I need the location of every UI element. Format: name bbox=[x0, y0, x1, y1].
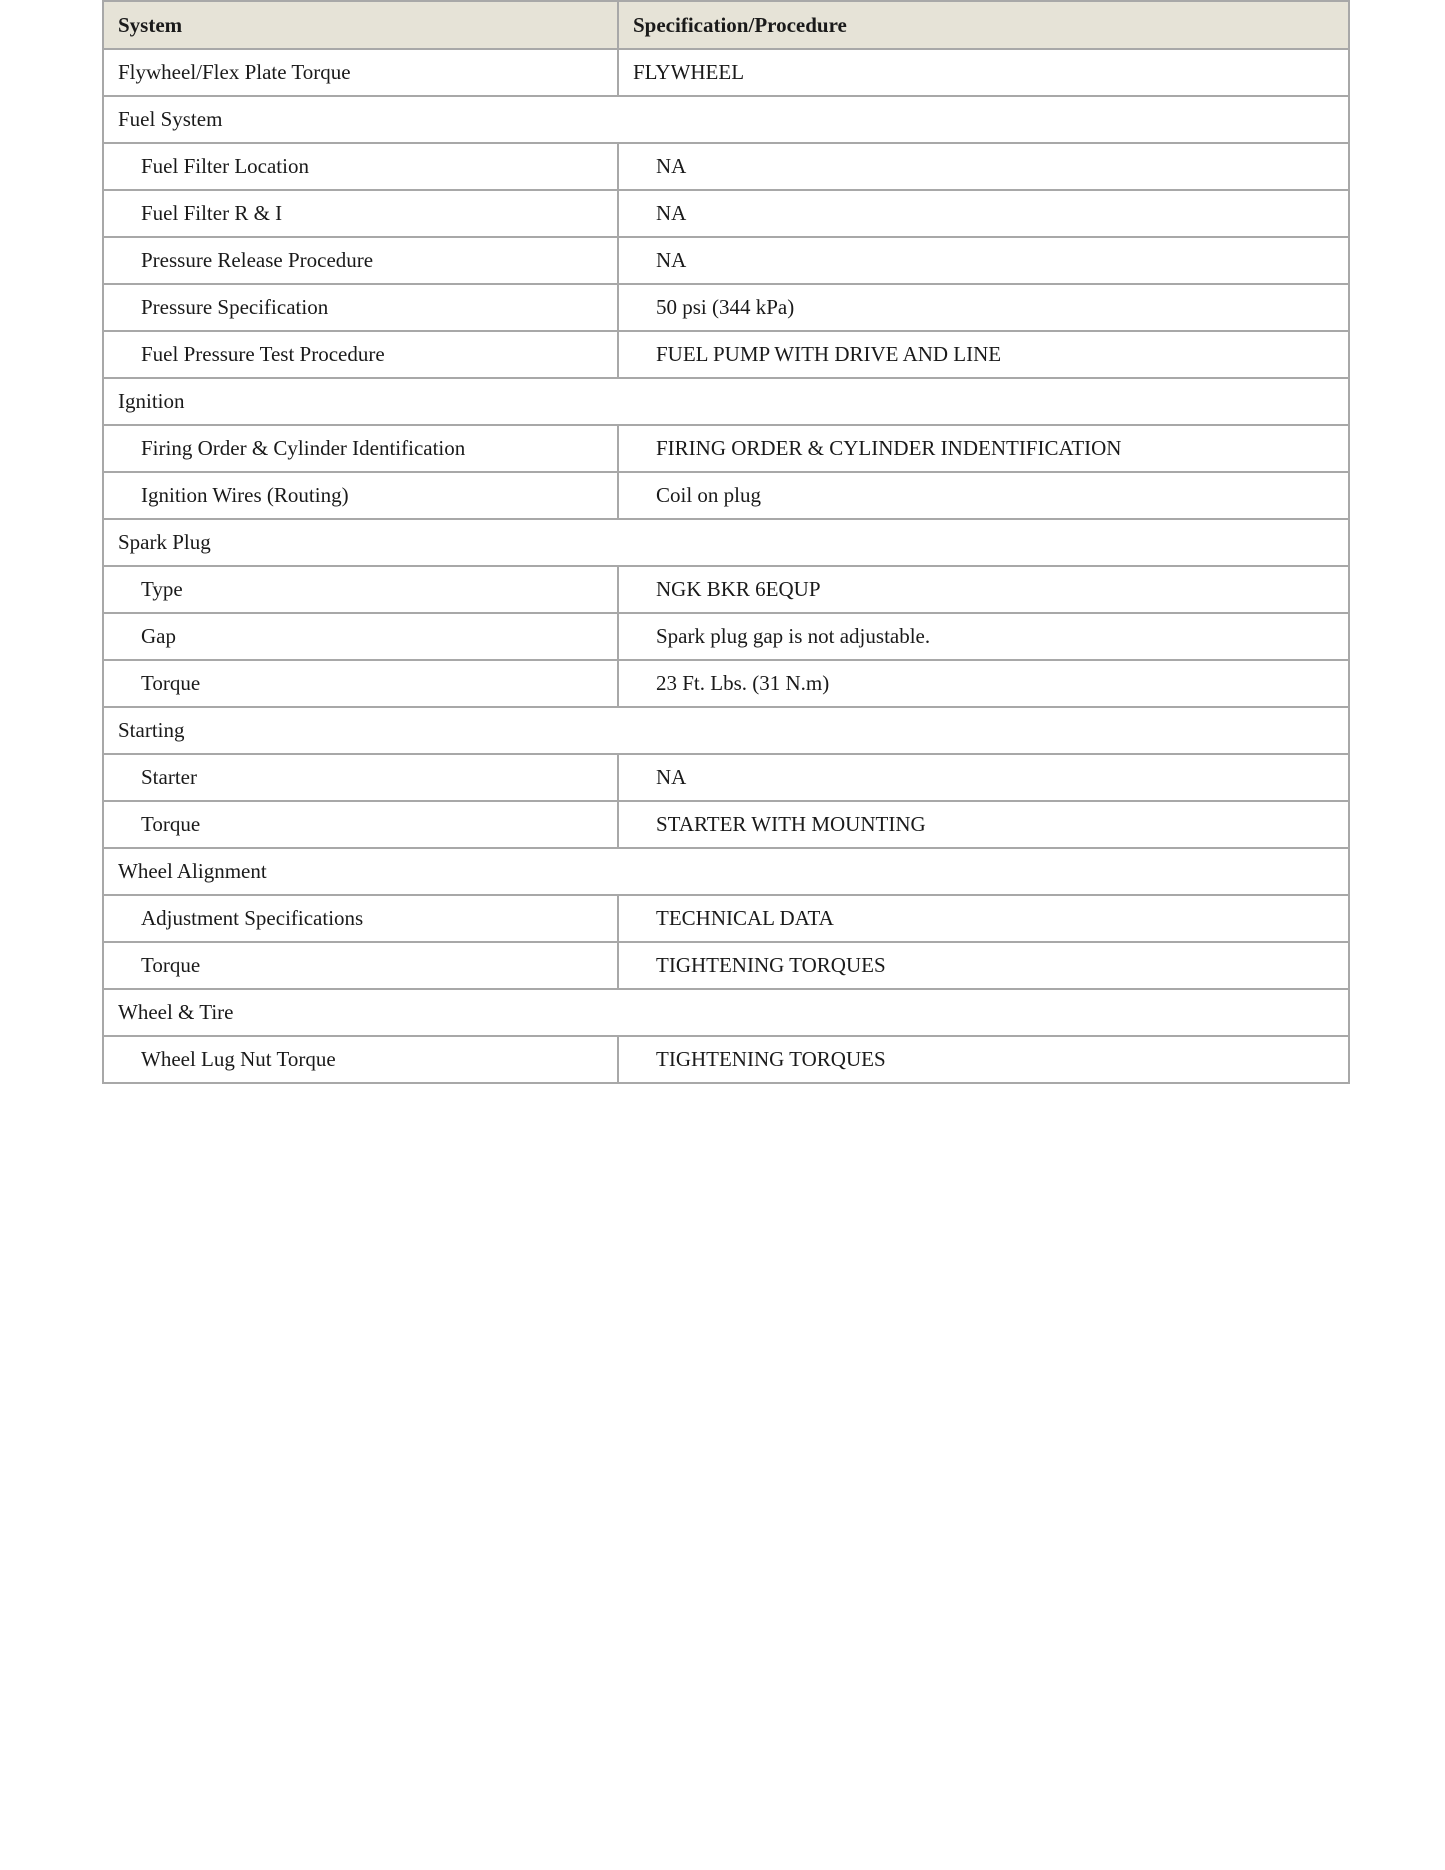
system-cell: Starter bbox=[103, 754, 618, 801]
table-row bbox=[103, 284, 1349, 331]
table-row bbox=[103, 754, 1349, 801]
system-cell: Pressure Specification bbox=[103, 284, 618, 331]
system-cell: Adjustment Specifications bbox=[103, 895, 618, 942]
system-cell: Fuel Pressure Test Procedure bbox=[103, 331, 618, 378]
specification-cell: STARTER WITH MOUNTING bbox=[618, 801, 1349, 848]
system-cell: Fuel Filter Location bbox=[103, 143, 618, 190]
specification-cell: FIRING ORDER & CYLINDER INDENTIFICATION bbox=[618, 425, 1349, 472]
section-row bbox=[103, 989, 1349, 1036]
table-row bbox=[103, 331, 1349, 378]
specification-cell: NA bbox=[618, 190, 1349, 237]
section-title: Ignition bbox=[103, 378, 1349, 425]
system-cell: Pressure Release Procedure bbox=[103, 237, 618, 284]
table-row bbox=[103, 237, 1349, 284]
specification-cell: TECHNICAL DATA bbox=[618, 895, 1349, 942]
system-cell: Firing Order & Cylinder Identification bbox=[103, 425, 618, 472]
header-system: System bbox=[103, 1, 618, 49]
table-row bbox=[103, 801, 1349, 848]
specification-cell: Coil on plug bbox=[618, 472, 1349, 519]
section-row bbox=[103, 848, 1349, 895]
section-row bbox=[103, 96, 1349, 143]
specification-cell: 23 Ft. Lbs. (31 N.m) bbox=[618, 660, 1349, 707]
header-row bbox=[103, 1, 1349, 49]
section-title: Wheel & Tire bbox=[103, 989, 1349, 1036]
specification-cell: FUEL PUMP WITH DRIVE AND LINE bbox=[618, 331, 1349, 378]
specification-cell: NGK BKR 6EQUP bbox=[618, 566, 1349, 613]
section-title: Starting bbox=[103, 707, 1349, 754]
system-cell: Torque bbox=[103, 942, 618, 989]
system-cell: Gap bbox=[103, 613, 618, 660]
system-cell: Ignition Wires (Routing) bbox=[103, 472, 618, 519]
specification-table bbox=[102, 0, 1350, 1084]
table-row bbox=[103, 895, 1349, 942]
table-row bbox=[103, 1036, 1349, 1083]
table-body bbox=[103, 49, 1349, 1083]
system-cell: Torque bbox=[103, 660, 618, 707]
table-row bbox=[103, 143, 1349, 190]
specification-cell: NA bbox=[618, 237, 1349, 284]
specification-cell: FLYWHEEL bbox=[618, 49, 1349, 96]
system-cell: Flywheel/Flex Plate Torque bbox=[103, 49, 618, 96]
specification-cell: 50 psi (344 kPa) bbox=[618, 284, 1349, 331]
system-cell: Torque bbox=[103, 801, 618, 848]
system-cell: Wheel Lug Nut Torque bbox=[103, 1036, 618, 1083]
section-row bbox=[103, 519, 1349, 566]
table-header bbox=[103, 1, 1349, 49]
section-row bbox=[103, 378, 1349, 425]
specification-cell: NA bbox=[618, 143, 1349, 190]
section-title: Wheel Alignment bbox=[103, 848, 1349, 895]
header-specification: Specification/Procedure bbox=[618, 1, 1349, 49]
section-title: Spark Plug bbox=[103, 519, 1349, 566]
system-cell: Type bbox=[103, 566, 618, 613]
system-cell: Fuel Filter R & I bbox=[103, 190, 618, 237]
section-title: Fuel System bbox=[103, 96, 1349, 143]
table-row bbox=[103, 472, 1349, 519]
table-row bbox=[103, 190, 1349, 237]
table-row bbox=[103, 942, 1349, 989]
specification-cell: Spark plug gap is not adjustable. bbox=[618, 613, 1349, 660]
specification-cell: TIGHTENING TORQUES bbox=[618, 942, 1349, 989]
table-row bbox=[103, 49, 1349, 96]
table-row bbox=[103, 566, 1349, 613]
table-row bbox=[103, 613, 1349, 660]
table-row bbox=[103, 660, 1349, 707]
section-row bbox=[103, 707, 1349, 754]
specification-cell: NA bbox=[618, 754, 1349, 801]
specification-cell: TIGHTENING TORQUES bbox=[618, 1036, 1349, 1083]
table-row bbox=[103, 425, 1349, 472]
